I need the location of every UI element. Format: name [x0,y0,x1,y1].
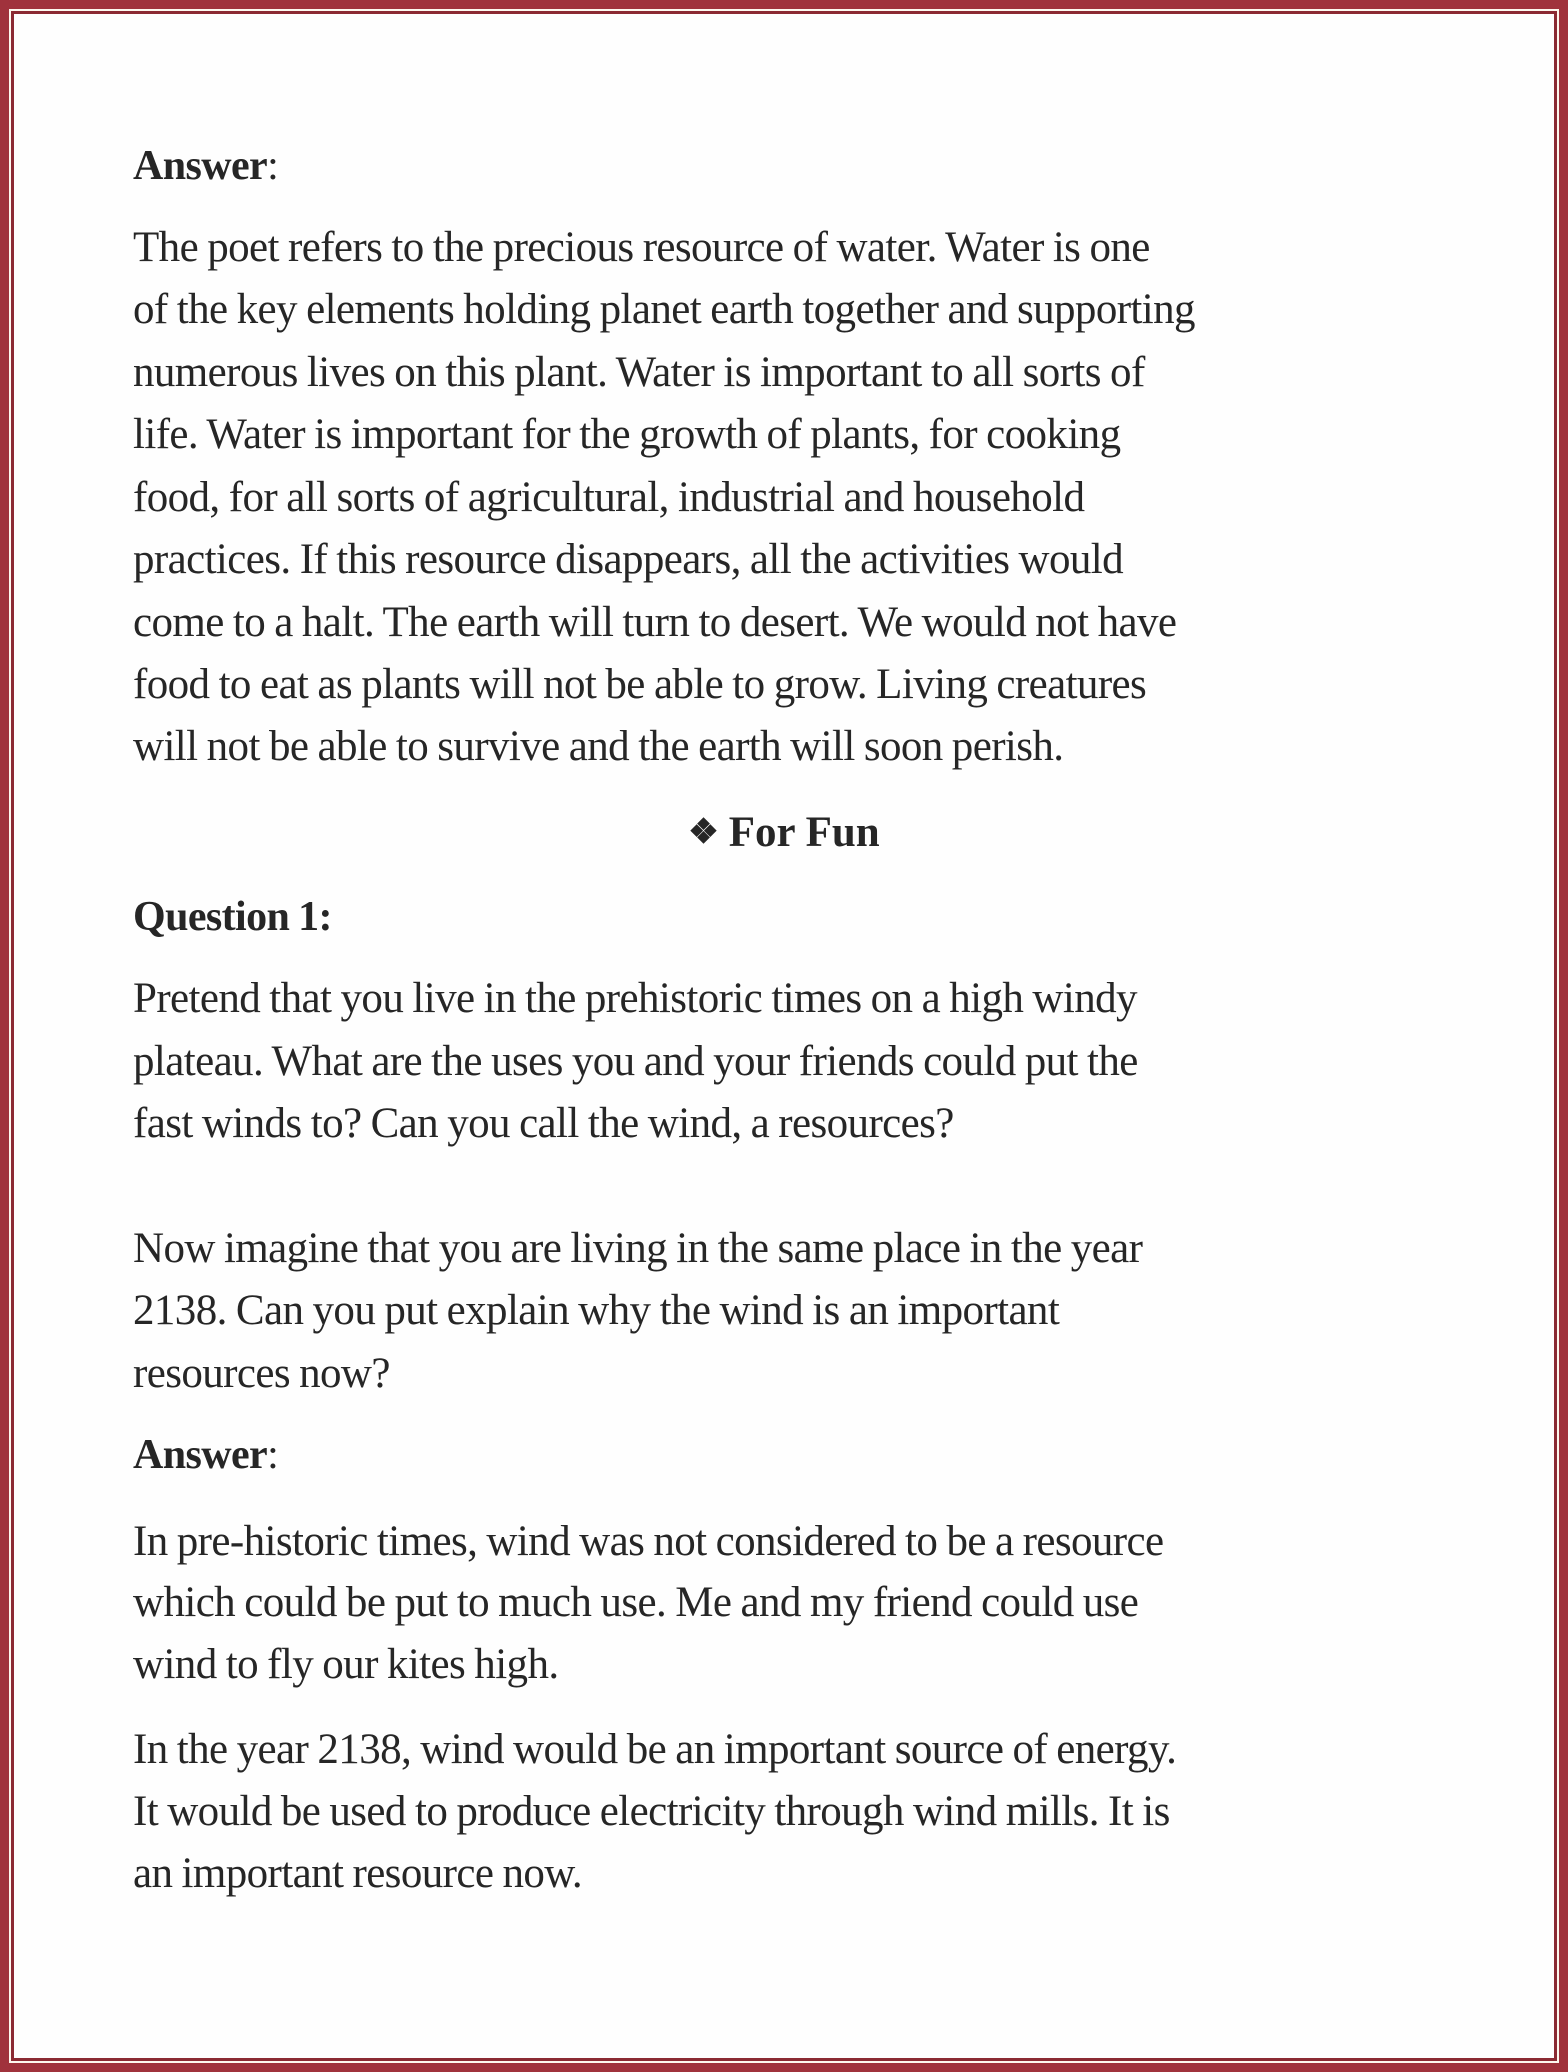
answer-colon: : [267,1432,279,1478]
answer-line: wind to fly our kites high. [133,1641,559,1688]
answer-line: numerous lives on this plant. Water is important to all sorts of [133,349,1145,396]
answer-line: practices. If this resource disappears, all the activities would [133,536,1124,583]
answer-line: The poet refers to the precious resource of water. Water is one [133,224,1150,271]
question-line: plateau. What are the uses you and your friends could put the [133,1038,1138,1085]
answer-line: It would be used to produce electricity through wind mills. It is [133,1788,1170,1835]
diamond-bullet-icon: ❖ [688,814,719,851]
answer-line: will not be able to survive and the earth will soon perish. [133,723,1064,770]
answer-line: which could be put to much use. Me and my friend could use [133,1579,1139,1626]
question-line: Pretend that you live in the prehistoric times on a high windy [133,975,1137,1022]
answer-line: an important resource now. [133,1850,583,1897]
answer-colon: : [267,143,279,189]
answer-label: Answer [133,143,268,189]
question-line: Now imagine that you are living in the same place in the year [133,1225,1143,1272]
answer-heading [133,145,278,187]
section-title: For Fun [728,809,880,856]
answer-heading [133,1434,278,1476]
answer-line: come to a halt. The earth will turn to desert. We would not have [133,599,1177,646]
question-line: fast winds to? Can you call the wind, a resources? [133,1100,954,1147]
answer-line: food to eat as plants will not be able to grow. Living creatures [133,661,1147,708]
answer-label: Answer [133,1432,268,1478]
answer-line: food, for all sorts of agricultural, industrial and household [133,474,1085,521]
answer-line: In pre-historic times, wind was not considered to be a resource [133,1518,1164,1565]
answer-line: of the key elements holding planet earth together and supporting [133,286,1195,333]
answer-line: In the year 2138, wind would be an important source of energy. [133,1726,1177,1773]
section-heading-for-fun [0,811,1568,854]
answer-line: life. Water is important for the growth of plants, for cooking [133,411,1121,458]
question-line: 2138. Can you put explain why the wind is an important [133,1287,1060,1334]
question-line: resources now? [133,1350,390,1397]
question-heading: Question 1: [133,894,332,940]
